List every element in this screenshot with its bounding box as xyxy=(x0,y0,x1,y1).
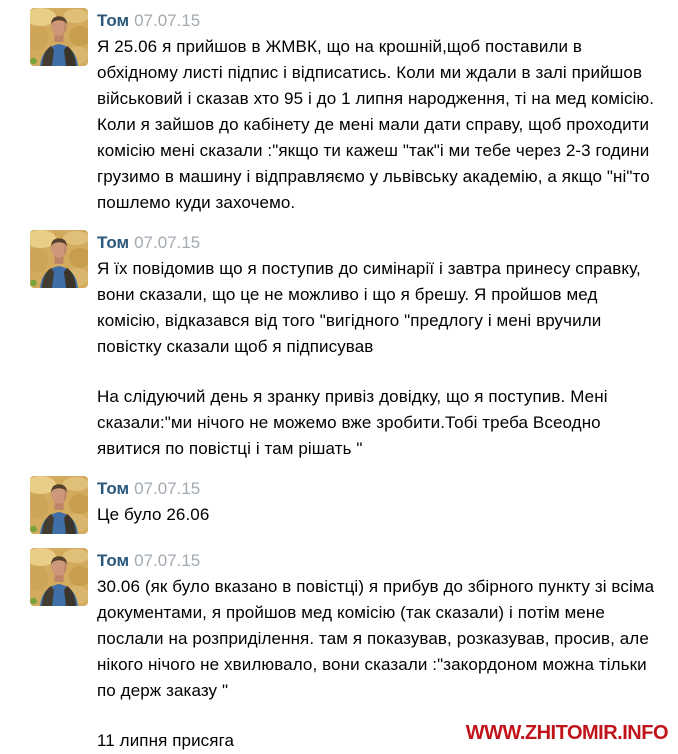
message-paragraph: На слідуючий день я зранку привіз довідку, що я поступив. Мені сказали:"ми нічого не можемо вже зробити.Тобі треба Всеодно явитися по повістці і там рішать " xyxy=(97,387,608,458)
man-portrait-icon xyxy=(30,476,88,534)
message xyxy=(30,230,664,462)
message-text xyxy=(97,502,664,528)
message-text xyxy=(97,34,664,216)
message-date: 07.07.15 xyxy=(134,479,201,498)
sender-name-link[interactable]: Том xyxy=(97,11,130,30)
message-header xyxy=(97,548,664,574)
message-header xyxy=(97,476,664,502)
message xyxy=(30,8,664,216)
man-portrait-icon xyxy=(30,230,88,288)
message-content xyxy=(97,476,664,528)
sender-name-link[interactable]: Том xyxy=(97,551,130,570)
man-portrait-icon xyxy=(30,548,88,606)
avatar[interactable] xyxy=(30,230,88,288)
message-header xyxy=(97,230,664,256)
message-date: 07.07.15 xyxy=(134,551,201,570)
message-paragraph: 30.06 (як було вказано в повістці) я прибув до збірного пункту зі всіма документами, я пройшов мед комісію (так сказали) і потім мене послали на розприділення. там я показував, розказував, просив, але нікого нічого не хвилювало, вони сказали :"закордоном можна тільки по держ заказу " xyxy=(97,577,655,700)
message-date: 07.07.15 xyxy=(134,233,201,252)
message-content xyxy=(97,8,664,216)
man-portrait-icon xyxy=(30,8,88,66)
message-paragraph: Я їх повідомив що я поступив до симінарії і завтра принесу справку, вони сказали, що це не можливо і що я брешу. Я пройшов мед комісію, відказався від того "вигідного "предлогу і мені вручили повістку сказали щоб я підписував xyxy=(97,259,641,356)
message-text xyxy=(97,256,664,462)
site-watermark: WWW.ZHITOMIR.INFO xyxy=(465,722,668,744)
message-paragraph: Я 25.06 я прийшов в ЖМВК, що на крошній,щоб поставили в обхідному листі підпис і відписатись. Коли ми ждали в залі прийшов військовий і сказав хто 95 і до 1 липня народження, ті на мед комісію. Коли я зайшов до кабінету де мені мали дати справу, щоб проходити комісію мені сказали :"якщо ти кажеш "так"і ми тебе через 2-3 години грузимо в машину і відправляємо у львівську академію, а якщо "ні"то пошлемо куди захочемо. xyxy=(97,37,655,212)
sender-name-link[interactable]: Том xyxy=(97,479,130,498)
avatar[interactable] xyxy=(30,476,88,534)
message-paragraph: 11 липня присяга xyxy=(97,731,235,750)
message-content xyxy=(97,230,664,462)
avatar[interactable] xyxy=(30,548,88,606)
message-header xyxy=(97,8,664,34)
message-date: 07.07.15 xyxy=(134,11,201,30)
message-paragraph: Це було 26.06 xyxy=(97,505,210,524)
message xyxy=(30,476,664,534)
sender-name-link[interactable]: Том xyxy=(97,233,130,252)
avatar[interactable] xyxy=(30,8,88,66)
